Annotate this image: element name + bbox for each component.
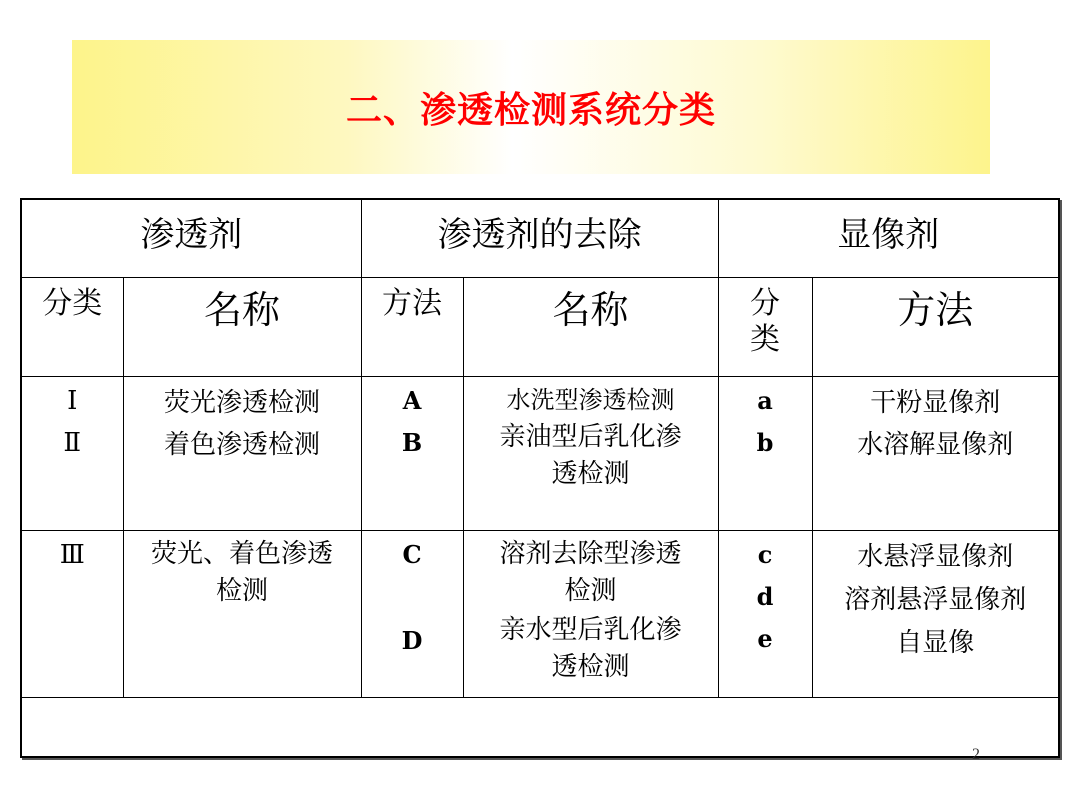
page-title: 二、渗透检测系统分类 xyxy=(345,89,716,131)
removal-method: D xyxy=(401,625,423,655)
penetrant-name: 荧光渗透检测 xyxy=(163,387,320,418)
page-number: 2 xyxy=(972,746,980,763)
removal-name: 透检测 xyxy=(551,651,630,682)
removal-name: 溶剂去除型渗透 xyxy=(499,538,682,569)
developer-method: 水溶解显像剂 xyxy=(857,429,1014,460)
penetrant-name: 荧光、着色渗透 xyxy=(150,538,333,569)
subheader-removal-method: 方法 xyxy=(361,277,463,376)
developer-method: 水悬浮显像剂 xyxy=(857,541,1014,572)
developer-class: b xyxy=(756,427,774,457)
developer-class: c xyxy=(757,539,773,569)
penetrant-name: 着色渗透检测 xyxy=(163,429,320,460)
header-developer: 显像剂 xyxy=(718,200,1058,277)
removal-name: 亲水型后乳化渗 xyxy=(499,614,682,645)
subheader-penetrant-class: 分类 xyxy=(22,277,123,376)
developer-method-cell xyxy=(812,530,1058,697)
developer-method-cell xyxy=(812,376,1058,530)
table-row xyxy=(22,376,1058,530)
header-penetrant: 渗透剂 xyxy=(22,200,361,277)
class-value: Ⅲ xyxy=(59,539,85,570)
developer-method: 溶剂悬浮显像剂 xyxy=(844,584,1027,615)
developer-class: d xyxy=(756,581,774,611)
penetrant-class-cell xyxy=(22,376,123,530)
developer-class-cell xyxy=(718,530,812,697)
penetrant-name-cell xyxy=(123,376,361,530)
title-banner xyxy=(72,40,990,174)
classification-table xyxy=(22,200,1058,698)
removal-name: 检测 xyxy=(564,575,617,606)
header-removal: 渗透剂的去除 xyxy=(361,200,718,277)
penetrant-class-cell xyxy=(22,530,123,697)
subheader-penetrant-name: 名称 xyxy=(123,277,361,376)
developer-method: 自显像 xyxy=(896,627,975,658)
removal-name-cell xyxy=(463,376,718,530)
sub-header-row xyxy=(22,277,1058,376)
removal-method: C xyxy=(402,539,422,569)
removal-name: 透检测 xyxy=(551,458,630,489)
developer-class: e xyxy=(757,623,773,653)
removal-method: A xyxy=(402,385,422,415)
removal-name: 水洗型渗透检测 xyxy=(506,385,675,414)
developer-class: a xyxy=(757,385,773,415)
developer-class-cell xyxy=(718,376,812,530)
penetrant-name: 检测 xyxy=(215,575,268,606)
removal-method-cell xyxy=(361,530,463,697)
penetrant-name-cell xyxy=(123,530,361,697)
subheader-developer-class: 分类 xyxy=(718,277,812,376)
removal-method: B xyxy=(401,427,423,457)
developer-method: 干粉显像剂 xyxy=(870,387,1001,418)
class-value: Ⅰ xyxy=(67,385,78,416)
removal-name: 亲油型后乳化渗 xyxy=(499,421,682,452)
removal-method-cell xyxy=(361,376,463,530)
table-row xyxy=(22,530,1058,697)
subheader-removal-name: 名称 xyxy=(463,277,718,376)
class-value: Ⅱ xyxy=(63,427,82,458)
subheader-developer-method: 方法 xyxy=(812,277,1058,376)
group-header-row xyxy=(22,200,1058,277)
removal-name-cell xyxy=(463,530,718,697)
